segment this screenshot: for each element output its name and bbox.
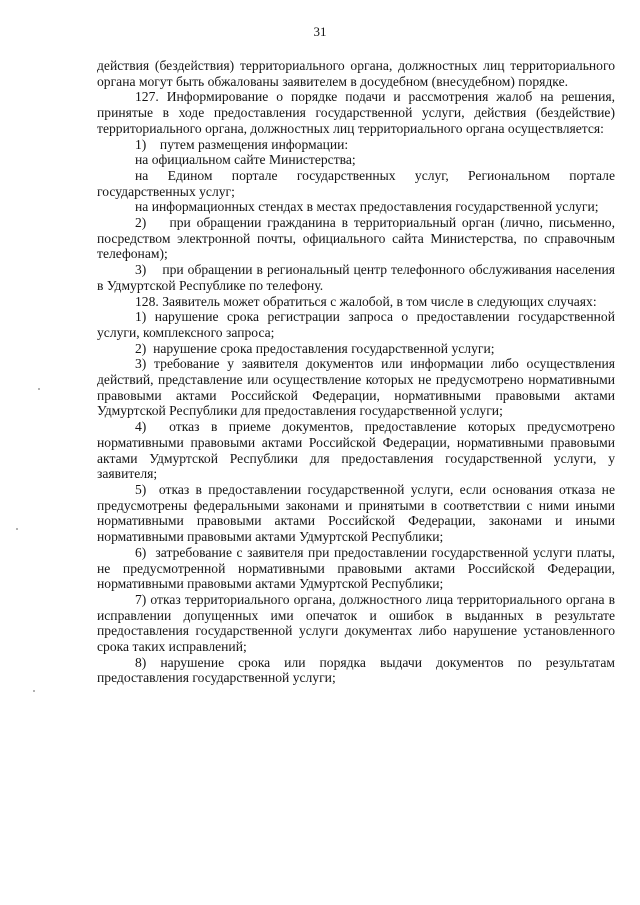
list-item-127-1-ministry-site: на официальном сайте Министерства; xyxy=(135,152,356,168)
paragraph-continuation: действия (бездействия) территориального органа, должностных лиц территориального органа могут быть обжалованы заявителем в досудебном (внесудебном) порядке. xyxy=(97,58,615,89)
scan-artifact xyxy=(33,690,35,692)
paragraph-127: 127. Информирование о порядке подачи и рассмотрения жалоб на решения, принятые в ходе предоставления государственной услуги, действия (бездействие) территориального органа, должностных лиц территориального органа осуществляется: xyxy=(97,89,615,136)
document-body xyxy=(97,58,615,686)
scan-artifact xyxy=(38,388,40,390)
list-item-128-2: 2) нарушение срока предоставления государственной услуги; xyxy=(135,340,495,356)
list-item-127-1: 1) путем размещения информации: xyxy=(135,136,349,152)
list-item-128-5: 5) отказ в предоставлении государственной услуги, если основания отказа не предусмотрены федеральными законами и принятыми в соответствии с ними иными нормативными правовыми актами Российской Федерации, законами и иными нормативными правовыми актами Удмуртской Республики; xyxy=(97,481,615,545)
list-item-128-4: 4) отказ в приеме документов, предоставление которых предусмотрено нормативными правовыми актами Российской Федерации, нормативными правовыми актами Удмуртской Республики для предоставления государственной услуги, у заявителя; xyxy=(97,419,615,482)
scan-artifact xyxy=(16,528,18,530)
list-item-128-3: 3) требование у заявителя документов или информации либо осуществления действий, представление или осуществление которых не предусмотрено нормативными правовыми актами Российской Федерации, нормативными правовыми актами Удмуртской Республики для предоставления государственной услуги; xyxy=(97,356,615,419)
list-item-128-1: 1) нарушение срока регистрации запроса о предоставлении государственной услуги, комплексного запроса; xyxy=(97,309,615,340)
list-item-127-2: 2) при обращении гражданина в территориальный орган (лично, письменно, посредством электронной почты, официального сайта Министерства, по справочным телефонам); xyxy=(97,215,615,262)
page-number: 31 xyxy=(313,24,327,39)
paragraph-128: 128. Заявитель может обратиться с жалобой, в том числе в следующих случаях: xyxy=(135,293,597,309)
list-item-128-6: 6) затребование с заявителя при предоставлении государственной услуги платы, не предусмотренной нормативными правовыми актами Российской Федерации, нормативными правовыми актами Удмуртской Республики; xyxy=(97,544,615,592)
list-item-127-1-portals: на Едином портале государственных услуг, Региональном портале государственных услуг; xyxy=(97,167,615,199)
list-item-127-1-stands: на информационных стендах в местах предоставления государственной услуги; xyxy=(135,199,599,215)
list-item-128-8: 8) нарушение срока или порядка выдачи документов по результатам предоставления государственной услуги; xyxy=(97,654,615,686)
list-item-127-3: 3) при обращении в региональный центр телефонного обслуживания населения в Удмуртской Республике по телефону. xyxy=(97,262,615,293)
list-item-128-7: 7) отказ территориального органа, должностного лица территориального органа в исправлении допущенных ими опечаток и ошибок в выданных в результате предоставления государственной услуги документах либо нарушение установленного срока таких исправлений; xyxy=(97,591,615,655)
